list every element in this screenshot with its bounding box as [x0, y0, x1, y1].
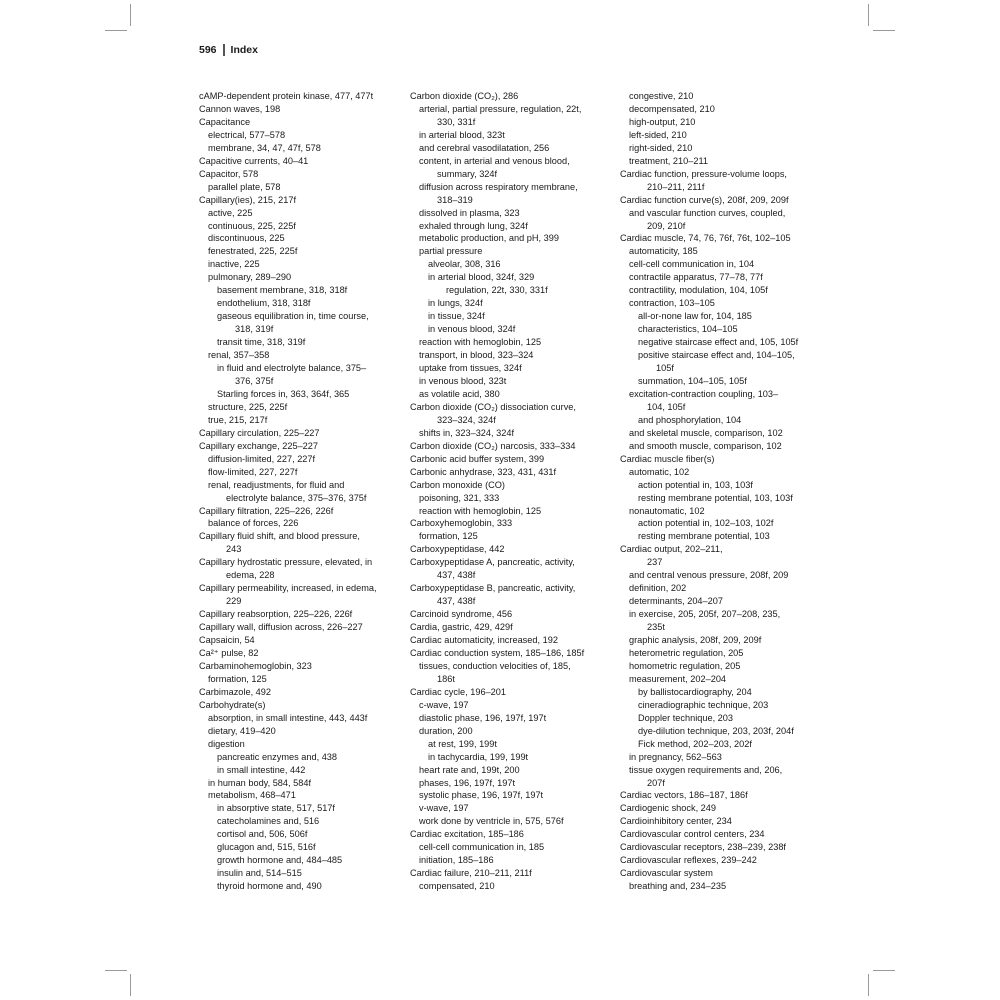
index-entry: formation, 125: [419, 531, 478, 542]
index-entry: metabolic production, and pH, 399: [419, 233, 559, 244]
index-entry: Carbohydrate(s): [199, 699, 266, 710]
index-entry: Cardiac cycle, 196–201: [410, 686, 507, 697]
index-entry: Carbonic anhydrase, 323, 431, 431f: [410, 466, 557, 477]
index-entry: shifts in, 323–324, 324f: [419, 427, 515, 438]
index-entry: diffusion across respiratory membrane,: [419, 181, 578, 192]
index-entry: summary, 324f: [437, 168, 498, 179]
index-entry: Carboxypeptidase, 442: [410, 544, 505, 555]
index-entry: Capillary(ies), 215, 217f: [199, 194, 297, 205]
index-entry: cineradiographic technique, 203: [638, 699, 769, 710]
crop-mark-bottom-left: [130, 974, 131, 996]
index-entry: at rest, 199, 199t: [428, 738, 497, 749]
index-entry: as volatile acid, 380: [419, 388, 500, 399]
index-entry: dissolved in plasma, 323: [419, 207, 520, 218]
index-entry: all-or-none law for, 104, 185: [638, 311, 752, 322]
index-entry: continuous, 225, 225f: [208, 220, 296, 231]
crop-mark-top-right-h: [873, 30, 895, 31]
index-entry: and vascular function curves, coupled,: [629, 207, 786, 218]
index-entry: Capillary wall, diffusion across, 226–227: [199, 622, 363, 633]
index-entry: 186t: [437, 673, 455, 684]
index-entry: tissue oxygen requirements and, 206,: [629, 764, 783, 775]
index-entry: breathing and, 234–235: [629, 881, 727, 892]
index-entry: Capillary permeability, increased, in edema,: [199, 583, 377, 594]
index-entry: dye-dilution technique, 203, 203f, 204f: [638, 725, 794, 736]
index-entry: Cardiac output, 202–211,: [620, 544, 723, 555]
index-entry: Capacitor, 578: [199, 168, 259, 179]
index-entry: in small intestine, 442: [217, 764, 306, 775]
index-entry: in pregnancy, 562–563: [629, 751, 722, 762]
index-entry: Capacitance: [199, 116, 251, 127]
index-entry: in exercise, 205, 205f, 207–208, 235,: [629, 609, 781, 620]
index-entry: Cardiac function curve(s), 208f, 209, 209f: [620, 194, 789, 205]
page-header: [199, 44, 258, 56]
index-entry: Cardiovascular system: [620, 868, 713, 879]
index-entry: Carbon dioxide (CO₂) narcosis, 333–334: [410, 440, 576, 451]
index-entry: Ca²⁺ pulse, 82: [199, 647, 259, 658]
index-entry: digestion: [208, 738, 245, 749]
index-entry: Capillary reabsorption, 225–226, 226f: [199, 609, 353, 620]
index-entry: in lungs, 324f: [428, 298, 483, 309]
index-entry: growth hormone and, 484–485: [217, 855, 343, 866]
index-entry: work done by ventricle in, 575, 576f: [419, 816, 564, 827]
index-entry: excitation-contraction coupling, 103–: [629, 388, 779, 399]
index-entry: absorption, in small intestine, 443, 443f: [208, 712, 368, 723]
index-entry: definition, 202: [629, 583, 687, 594]
index-entry: action potential in, 103, 103f: [638, 479, 753, 490]
index-entry: Carbon monoxide (CO): [410, 479, 505, 490]
index-entry: Cardiac muscle fiber(s): [620, 453, 715, 464]
index-entry: 376, 375f: [235, 375, 274, 386]
index-entry: membrane, 34, 47, 47f, 578: [208, 142, 321, 153]
index-entry: 209, 210f: [647, 220, 686, 231]
index-entry: content, in arterial and venous blood,: [419, 155, 570, 166]
index-entry: Capillary hydrostatic pressure, elevated, in: [199, 557, 373, 568]
index-entry: Carbon dioxide (CO₂), 286: [410, 91, 519, 101]
index-entry: summation, 104–105, 105f: [638, 375, 747, 386]
index-entry: duration, 200: [419, 725, 473, 736]
index-entry: treatment, 210–211: [629, 155, 708, 166]
index-entry: Cardia, gastric, 429, 429f: [410, 622, 513, 633]
index-entry: 237: [647, 557, 663, 568]
index-entry: contractility, modulation, 104, 105f: [629, 285, 768, 296]
index-entry: cell-cell communication in, 104: [629, 259, 755, 270]
index-entry: and smooth muscle, comparison, 102: [629, 440, 782, 451]
index-entry: poisoning, 321, 333: [419, 492, 500, 503]
index-entry: in tissue, 324f: [428, 311, 485, 322]
index-entry: 323–324, 324f: [437, 414, 496, 425]
index-entry: Cardiac failure, 210–211, 211f: [410, 868, 532, 879]
index-entry: Carboxypeptidase B, pancreatic, activity,: [410, 583, 576, 594]
index-column-3: [620, 90, 820, 893]
index-entry: Carbon dioxide (CO₂) dissociation curve,: [410, 401, 576, 412]
index-entry: contraction, 103–105: [629, 298, 715, 309]
index-entry: automaticity, 185: [629, 246, 698, 257]
index-entry: and central venous pressure, 208f, 209: [629, 570, 789, 581]
index-entry: Carbaminohemoglobin, 323: [199, 660, 312, 671]
index-entry: in arterial blood, 324f, 329: [428, 272, 535, 283]
index-entry: Carboxypeptidase A, pancreatic, activity,: [410, 557, 575, 568]
index-entry: in human body, 584, 584f: [208, 777, 312, 788]
index-entry: regulation, 22t, 330, 331f: [446, 285, 548, 296]
index-entry: transport, in blood, 323–324: [419, 350, 534, 361]
index-entry: measurement, 202–204: [629, 673, 727, 684]
index-entry: metabolism, 468–471: [208, 790, 296, 801]
index-entry: and skeletal muscle, comparison, 102: [629, 427, 783, 438]
index-entry: in venous blood, 324f: [428, 324, 516, 335]
index-entry: true, 215, 217f: [208, 414, 268, 425]
index-entry: 210–211, 211f: [647, 181, 705, 192]
index-entry: Cardiac conduction system, 185–186, 185f: [410, 647, 585, 658]
index-entry: action potential in, 102–103, 102f: [638, 518, 774, 529]
index-entry: by ballistocardiography, 204: [638, 686, 752, 697]
index-entry: electrolyte balance, 375–376, 375f: [226, 492, 367, 503]
index-entry: uptake from tissues, 324f: [419, 363, 522, 374]
index-entry: in arterial blood, 323t: [419, 129, 505, 140]
index-entry: transit time, 318, 319f: [217, 337, 306, 348]
index-entry: Fick method, 202–203, 202f: [638, 738, 752, 749]
index-entry: Capsaicin, 54: [199, 635, 255, 646]
index-entry: high-output, 210: [629, 116, 696, 127]
index-entry: right-sided, 210: [629, 142, 693, 153]
index-entry: cell-cell communication in, 185: [419, 842, 545, 853]
index-entry: glucagon and, 515, 516f: [217, 842, 316, 853]
index-entry: in venous blood, 323t: [419, 375, 507, 386]
index-entry: Cardiovascular control centers, 234: [620, 829, 765, 840]
index-entry: flow-limited, 227, 227f: [208, 466, 298, 477]
index-entry: 318, 319f: [235, 324, 274, 335]
index-entry: catecholamines and, 516: [217, 816, 320, 827]
index-entry: Carbonic acid buffer system, 399: [410, 453, 545, 464]
index-entry: Carcinoid syndrome, 456: [410, 609, 513, 620]
crop-mark-bottom-right: [868, 974, 869, 996]
index-entry: diffusion-limited, 227, 227f: [208, 453, 316, 464]
index-entry: thyroid hormone and, 490: [217, 881, 322, 892]
index-entry: active, 225: [208, 207, 253, 218]
index-entry: Capillary filtration, 225–226, 226f: [199, 505, 334, 516]
index-entry: negative staircase effect and, 105, 105f: [638, 337, 799, 348]
index-entry: Carbimazole, 492: [199, 686, 272, 697]
index-entry: tissues, conduction velocities of, 185,: [419, 660, 571, 671]
index-entry: 330, 331f: [437, 116, 476, 127]
index-entry: phases, 196, 197f, 197t: [419, 777, 516, 788]
index-entry: systolic phase, 196, 197f, 197t: [419, 790, 544, 801]
index-entry: in fluid and electrolyte balance, 375–: [217, 363, 367, 374]
crop-mark-bottom-right-h: [873, 970, 895, 971]
index-entry: Capacitive currents, 40–41: [199, 155, 309, 166]
index-entry: 437, 438f: [437, 596, 476, 607]
index-entry: partial pressure: [419, 246, 483, 257]
index-entry: c-wave, 197: [419, 699, 469, 710]
index-entry: Cardiac excitation, 185–186: [410, 829, 524, 840]
index-entry: alveolar, 308, 316: [428, 259, 501, 270]
index-entry: 105f: [656, 363, 674, 374]
index-entry: nonautomatic, 102: [629, 505, 705, 516]
index-entry: renal, readjustments, for fluid and: [208, 479, 345, 490]
index-entry: determinants, 204–207: [629, 596, 723, 607]
index-entry: basement membrane, 318, 318f: [217, 285, 348, 296]
index-entry: edema, 228: [226, 570, 275, 581]
index-entry: Cardiac vectors, 186–187, 186f: [620, 790, 748, 801]
header-divider: [223, 44, 225, 56]
index-entry: decompensated, 210: [629, 103, 715, 114]
index-entry: 229: [226, 596, 242, 607]
index-entry: diastolic phase, 196, 197f, 197t: [419, 712, 547, 723]
index-entry: automatic, 102: [629, 466, 690, 477]
index-entry: heart rate and, 199t, 200: [419, 764, 520, 775]
index-entry: Cardiac automaticity, increased, 192: [410, 635, 558, 646]
index-entry: Cardiac muscle, 74, 76, 76f, 76t, 102–105: [620, 233, 791, 244]
index-entry: Starling forces in, 363, 364f, 365: [217, 388, 350, 399]
index-entry: Cardiovascular reflexes, 239–242: [620, 855, 757, 866]
index-entry: contractile apparatus, 77–78, 77f: [629, 272, 763, 283]
index-entry: dietary, 419–420: [208, 725, 276, 736]
crop-mark-top-left: [130, 4, 131, 26]
index-entry: formation, 125: [208, 673, 267, 684]
crop-mark-top-left-h: [105, 30, 127, 31]
index-entry: and phosphorylation, 104: [638, 414, 742, 425]
index-entry: Capillary exchange, 225–227: [199, 440, 319, 451]
index-entry: resting membrane potential, 103: [638, 531, 770, 542]
index-entry: structure, 225, 225f: [208, 401, 288, 412]
index-entry: v-wave, 197: [419, 803, 469, 814]
index-entry: in absorptive state, 517, 517f: [217, 803, 335, 814]
index-entry: fenestrated, 225, 225f: [208, 246, 298, 257]
index-entry: congestive, 210: [629, 91, 694, 101]
index-entry: discontinuous, 225: [208, 233, 285, 244]
index-entry: initiation, 185–186: [419, 855, 494, 866]
index-entry: electrical, 577–578: [208, 129, 286, 140]
index-entry: balance of forces, 226: [208, 518, 299, 529]
index-entry: 243: [226, 544, 242, 555]
index-entry: pancreatic enzymes and, 438: [217, 751, 338, 762]
index-entry: graphic analysis, 208f, 209, 209f: [629, 635, 762, 646]
index-entry: 207f: [647, 777, 665, 788]
index-entry: Carboxyhemoglobin, 333: [410, 518, 513, 529]
index-entry: 235t: [647, 622, 665, 633]
crop-mark-top-right: [868, 4, 869, 26]
index-entry: pulmonary, 289–290: [208, 272, 292, 283]
index-column-2: [410, 90, 610, 893]
index-entry: resting membrane potential, 103, 103f: [638, 492, 793, 503]
index-entry: arterial, partial pressure, regulation, 22t,: [419, 103, 582, 114]
page-number: 596: [199, 44, 217, 56]
index-entry: gaseous equilibration in, time course,: [217, 311, 369, 322]
index-entry: cAMP-dependent protein kinase, 477, 477t: [199, 91, 374, 101]
index-entry: exhaled through lung, 324f: [419, 220, 528, 231]
index-entry: Cardiac function, pressure-volume loops,: [620, 168, 787, 179]
index-entry: reaction with hemoglobin, 125: [419, 505, 542, 516]
index-entry: inactive, 225: [208, 259, 260, 270]
index-entry: cortisol and, 506, 506f: [217, 829, 308, 840]
index-column-1: [199, 90, 399, 893]
index-entry: homometric regulation, 205: [629, 660, 741, 671]
index-entry: left-sided, 210: [629, 129, 687, 140]
index-entry: Doppler technique, 203: [638, 712, 734, 723]
index-entry: positive staircase effect and, 104–105,: [638, 350, 795, 361]
index-entry: Capillary fluid shift, and blood pressure,: [199, 531, 360, 542]
index-entry: parallel plate, 578: [208, 181, 281, 192]
index-entry: endothelium, 318, 318f: [217, 298, 311, 309]
index-entry: 318–319: [437, 194, 473, 205]
index-entry: renal, 357–358: [208, 350, 270, 361]
index-entry: characteristics, 104–105: [638, 324, 738, 335]
index-entry: 437, 438f: [437, 570, 476, 581]
index-entry: Capillary circulation, 225–227: [199, 427, 320, 438]
crop-mark-bottom-left-h: [105, 970, 127, 971]
index-entry: and cerebral vasodilatation, 256: [419, 142, 550, 153]
index-entry: reaction with hemoglobin, 125: [419, 337, 542, 348]
index-entry: Cardioinhibitory center, 234: [620, 816, 732, 827]
index-entry: heterometric regulation, 205: [629, 647, 744, 658]
index-entry: Cannon waves, 198: [199, 103, 281, 114]
index-entry: Cardiogenic shock, 249: [620, 803, 717, 814]
index-entry: compensated, 210: [419, 881, 495, 892]
index-entry: in tachycardia, 199, 199t: [428, 751, 529, 762]
index-entry: insulin and, 514–515: [217, 868, 302, 879]
index-entry: 104, 105f: [647, 401, 686, 412]
index-entry: Cardiovascular receptors, 238–239, 238f: [620, 842, 786, 853]
section-title: Index: [230, 44, 258, 56]
